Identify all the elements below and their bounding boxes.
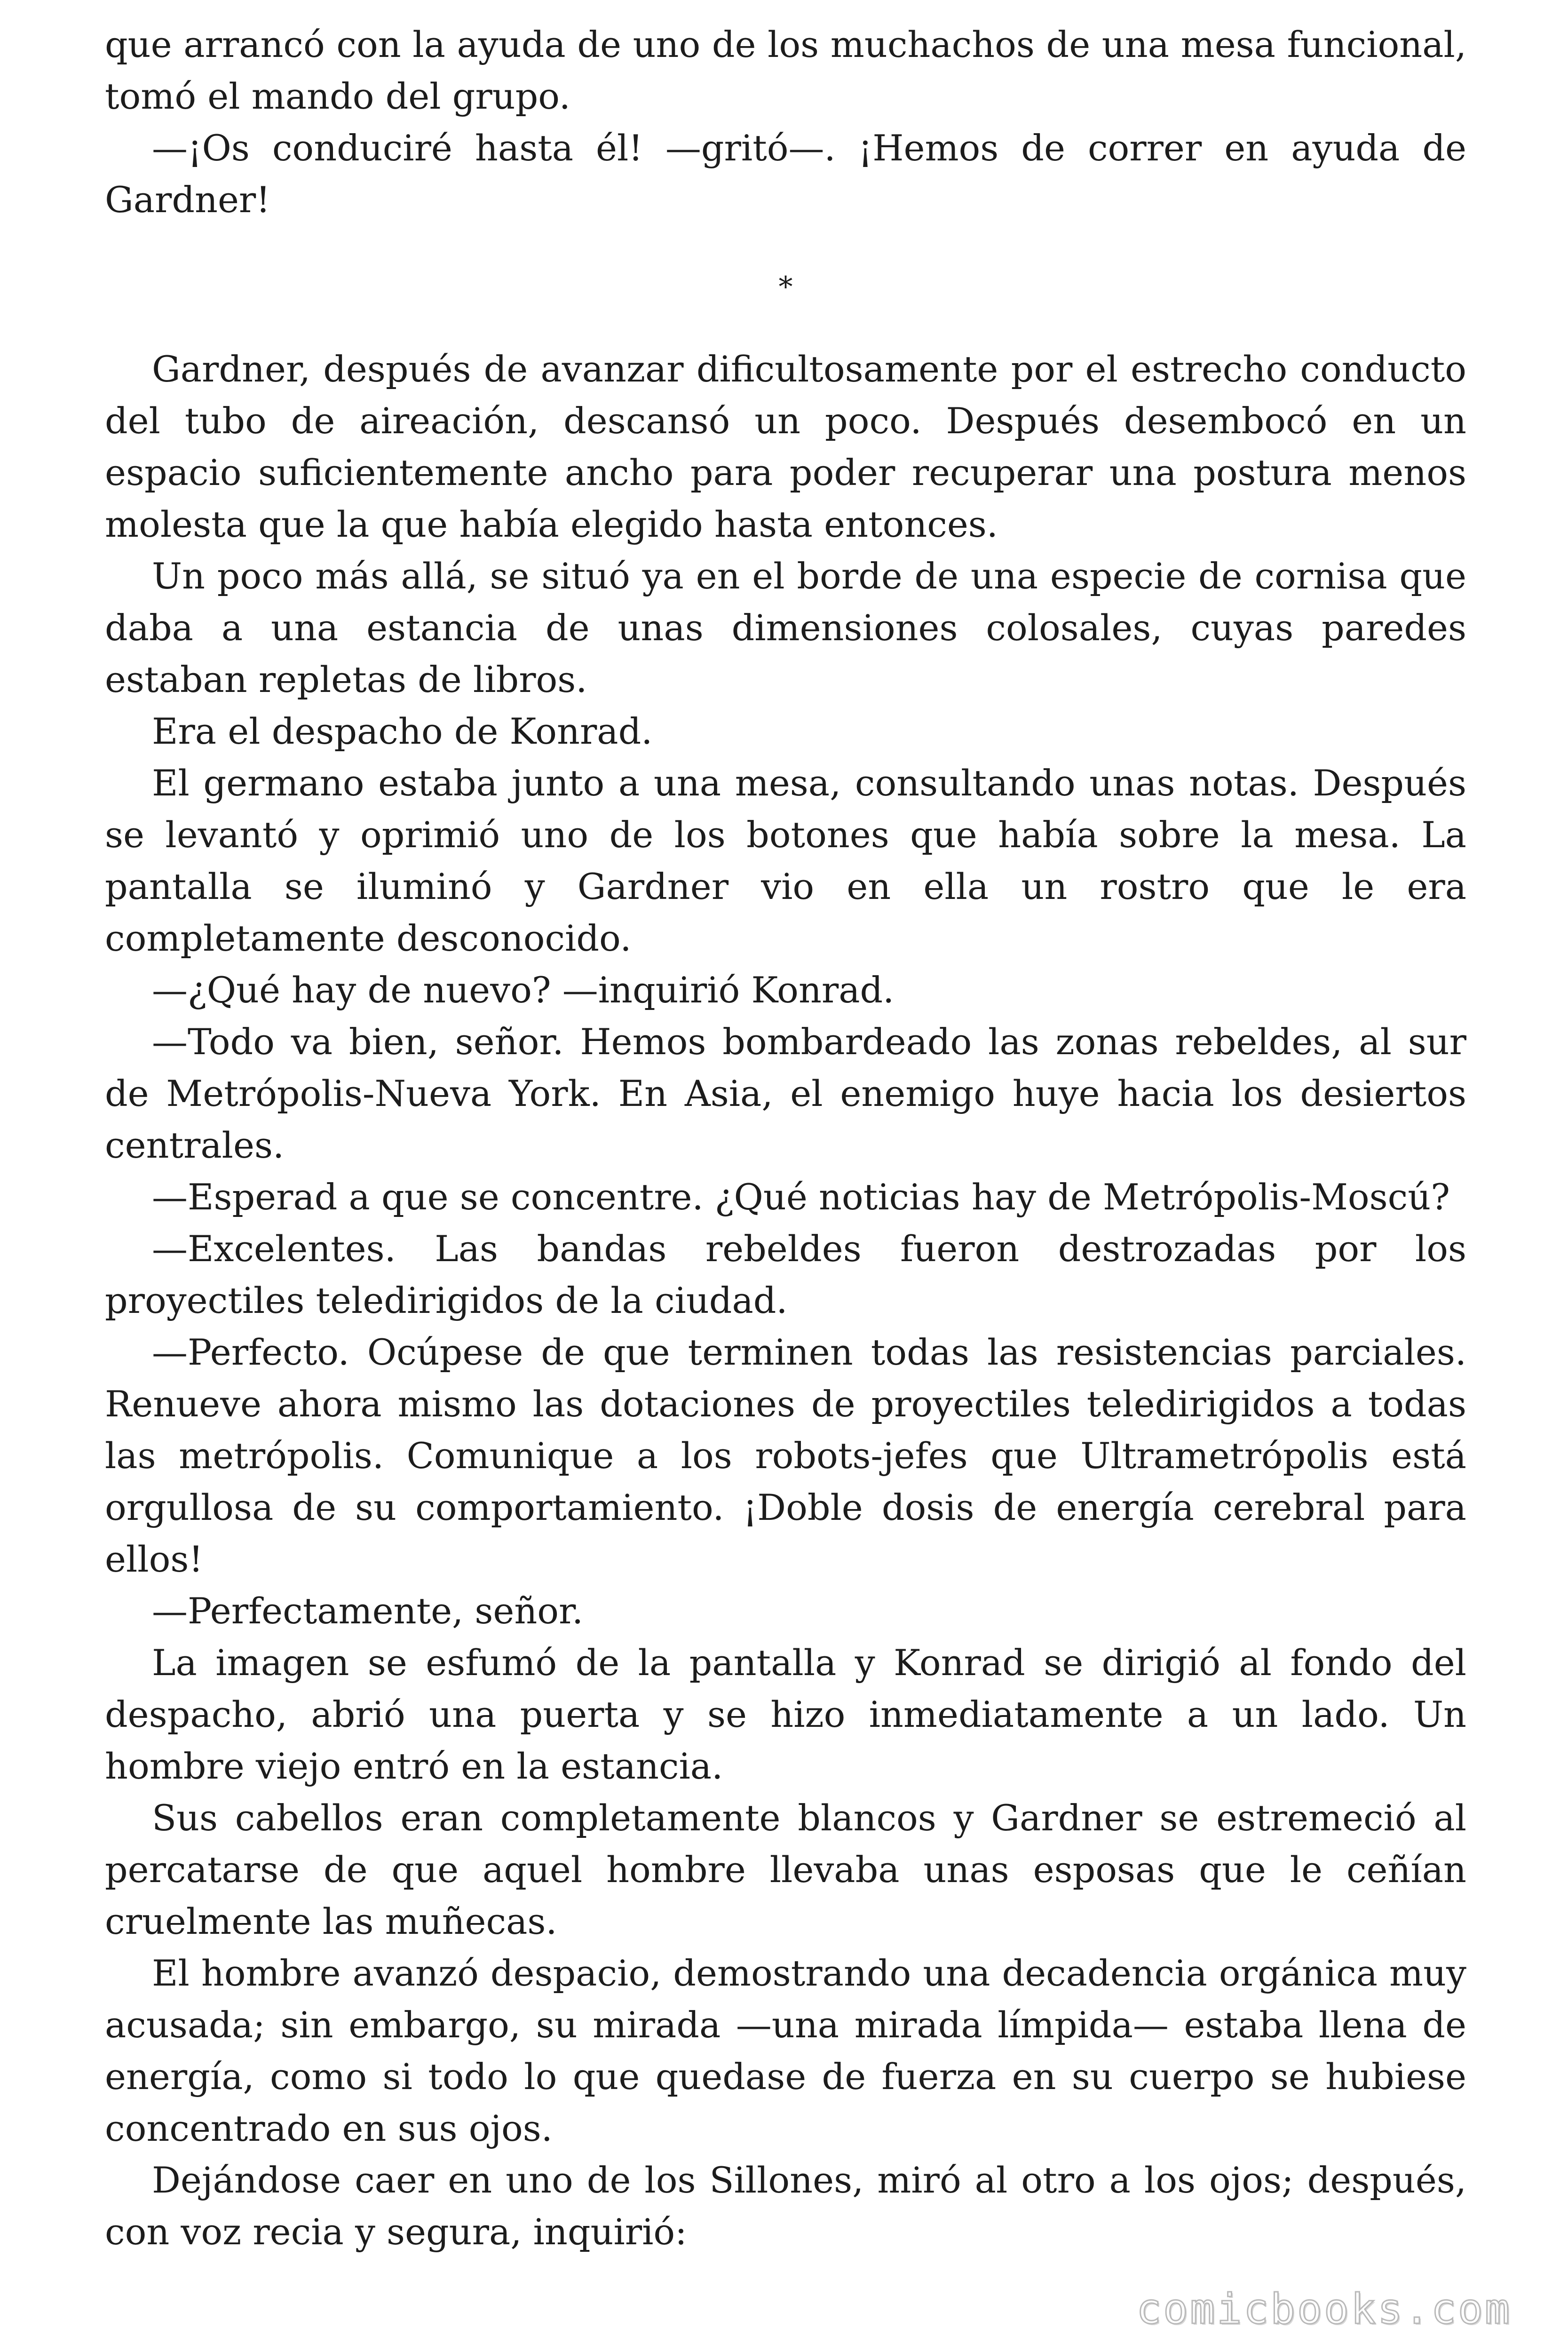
paragraph: —Todo va bien, señor. Hemos bombardeado las zonas rebeldes, al sur de Metrópolis-Nueva York. En Asia, el enemigo huye hacia los desiertos centrales. [105,1021,1466,1166]
book-page [105,19,1466,2258]
paragraph: Gardner, después de avanzar dificultosamente por el estrecho conducto del tubo de aireación, descansó un poco. Después desembocó en un espacio suficientemente ancho para poder recuperar una postura menos molesta que la que había elegido hasta entonces. [105,348,1466,545]
paragraph: —Perfecto. Ocúpese de que terminen todas las resistencias parciales. Renueve ahora mismo las dotaciones de proyectiles teledirigidos a todas las metrópolis. Comunique a los robots-jefes que Ultrametrópolis está orgullosa de su comportamiento. ¡Doble dosis de energía cerebral para ellos! [105,1331,1466,1580]
paragraph: Dejándose caer en uno de los Sillones, miró al otro a los ojos; después, con voz recia y segura, inquirió: [105,2159,1466,2253]
paragraph: —¿Qué hay de nuevo? —inquirió Konrad. [152,969,895,1011]
paragraph: —Excelentes. Las bandas rebeldes fueron destrozadas por los proyectiles teledirigidos de la ciudad. [105,1228,1466,1321]
paragraph: El germano estaba junto a una mesa, consultando unas notas. Después se levantó y oprimió uno de los botones que había sobre la mesa. La pantalla se iluminó y Gardner vio en ella un rostro que le era completamente desconocido. [105,762,1466,959]
paragraph: Era el despacho de Konrad. [152,710,653,752]
paragraph: —Perfectamente, señor. [152,1590,584,1632]
paragraph: —Esperad a que se concentre. ¿Qué noticias hay de Metrópolis-Moscú? [152,1176,1450,1218]
paragraph: El hombre avanzó despacio, demostrando una decadencia orgánica muy acusada; sin embargo, su mirada —una mirada límpida— estaba llena de energía, como si todo lo que quedase de fuerza en su cuerpo se hubiese concentrado en sus ojos. [105,1952,1466,2149]
paragraph: —¡Os conduciré hasta él! —gritó—. ¡Hemos de correr en ayuda de Gardner! [105,127,1466,221]
paragraph: La imagen se esfumó de la pantalla y Konrad se dirigió al fondo del despacho, abrió una puerta y se hizo inmediatamente a un lado. Un hombre viejo entró en la estancia. [105,1642,1466,1787]
paragraph: que arrancó con la ayuda de uno de los muchachos de una mesa funcional, tomó el mando del grupo. [105,24,1466,117]
watermark: comicbooks.com [1136,2285,1512,2333]
paragraph: Un poco más allá, se situó ya en el borde de una especie de cornisa que daba a una estancia de unas dimensiones colosales, cuyas paredes estaban repletas de libros. [105,555,1466,700]
section-separator: * [778,270,793,303]
paragraph: Sus cabellos eran completamente blancos y Gardner se estremeció al percatarse de que aquel hombre llevaba unas esposas que le ceñían cruelmente las muñecas. [105,1797,1466,1942]
